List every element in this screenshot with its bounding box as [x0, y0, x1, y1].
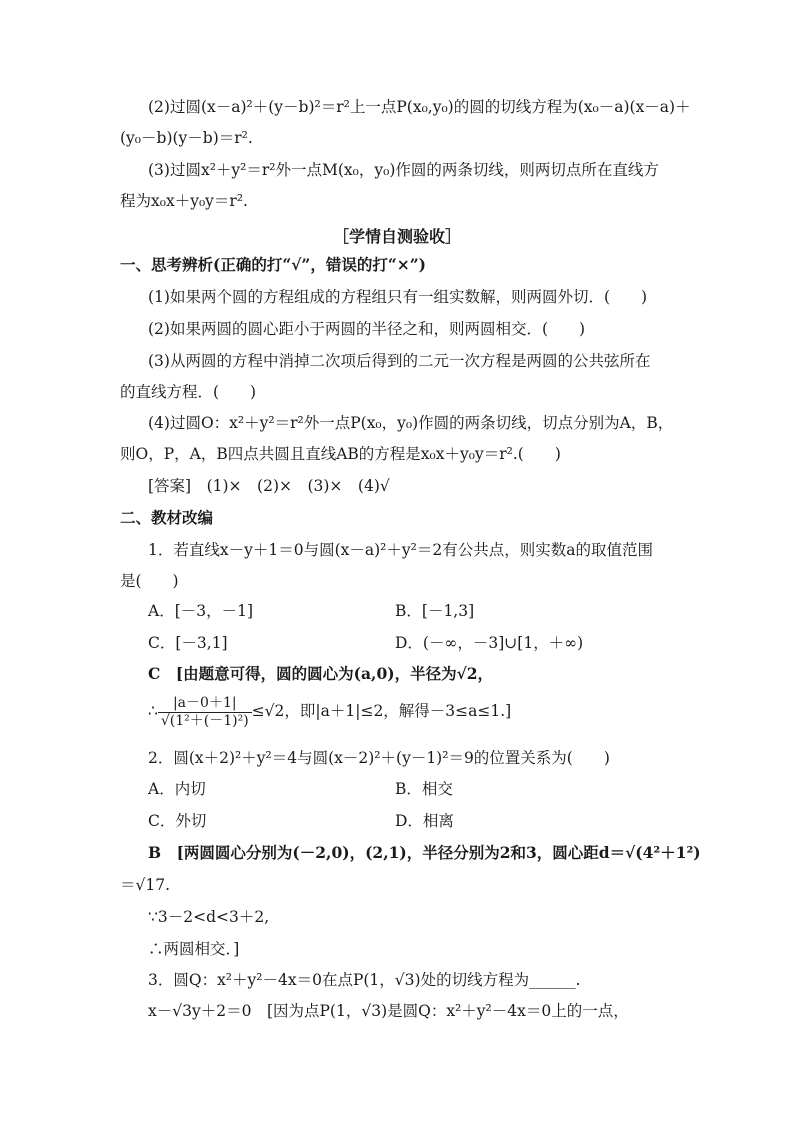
problem2-stem: 2．圆(x＋2)²＋y²＝4与圆(x－2)²＋(y－1)²＝9的位置关系为( )	[148, 749, 610, 767]
problem1-stem-line1: 1．若直线x－y＋1＝0与圆(x－a)²＋y²＝2有公共点，则实数a的取值范围	[148, 541, 653, 559]
solution-fraction: $\frac{|a-0+1|}{\text{√(1²＋(－1)²)}}$	[158, 695, 252, 730]
problem2-option-b: B．相交	[395, 780, 453, 798]
para2-line2: (y₀－b)(y－b)＝r².	[120, 129, 253, 147]
problem2-option-a: A．内切	[148, 780, 206, 798]
question-2: (2)如果两圆的圆心距小于两圆的半径之和，则两圆相交．( )	[148, 320, 586, 338]
question-3-line1: (3)从两圆的方程中消掉二次项后得到的二元一次方程是两圆的公共弦所在	[148, 352, 651, 370]
problem1-option-d: D．(－∞，－3]∪[1，＋∞)	[395, 634, 584, 652]
para3-line2: 程为x₀x＋y₀y＝r².	[120, 192, 248, 210]
problem1-option-c: C．[－3,1]	[148, 634, 228, 652]
problem2-solution-line3: ∵3－2<d<3＋2,	[148, 908, 270, 926]
question-1: (1)如果两个圆的方程组成的方程组只有一组实数解，则两圆外切．( )	[148, 288, 648, 306]
problem3-stem: 3．圆Q：x²＋y²－4x＝0在点P(1，√3)处的切线方程为______.	[148, 971, 581, 989]
problem2-option-c: C．外切	[148, 812, 207, 830]
problem1-solution-line2: ∴ $\frac{|a-0+1|}{\text{√(1²＋(－1)²)}}$ ≤√2，即|a＋1|≤2，解得－3≤a≤1.]	[148, 694, 512, 729]
para2-line1: (2)过圆(x－a)²＋(y－b)²＝r²上一点P(x₀,y₀)的圆的切线方程为(x₀－a)(x－a)＋	[148, 98, 691, 116]
part1-heading: 一、思考辨析(正确的打“√”，错误的打“×”)	[120, 255, 427, 274]
problem2-solution-line2: ＝√17.	[120, 876, 171, 894]
question-4-line2: 则O，P，A，B四点共圆且直线AB的方程是x₀x＋y₀y＝r².( )	[120, 445, 561, 463]
question-4-line1: (4)过圆O：x²＋y²＝r²外一点P(x₀，y₀)作圆的两条切线，切点分别为A，B，	[148, 414, 674, 432]
problem2-option-d: D．相离	[395, 812, 454, 830]
problem2-solution-line4: ∴两圆相交．]	[148, 940, 240, 958]
section-title: ［学情自测验收］	[332, 227, 461, 246]
para3-line1: (3)过圆x²＋y²＝r²外一点M(x₀，y₀)作圆的两条切线，则两切点所在直线方	[148, 161, 659, 179]
problem1-solution-line1: C [由题意可得，圆的圆心为(a,0)，半径为√2，	[148, 664, 494, 683]
problem1-option-a: A．[－3，－1]	[148, 602, 254, 620]
problem2-solution-line1: B [两圆圆心分别为(－2,0)，(2,1)，半径分别为2和3，圆心距d＝√(4²＋1²)	[148, 843, 701, 862]
answer-line: [答案] (1)× (2)× (3)× (4)√	[148, 477, 390, 495]
problem1-stem-line2: 是( )	[120, 572, 179, 590]
part2-heading: 二、教材改编	[120, 508, 214, 527]
problem3-solution-line1: x－√3y＋2＝0 [因为点P(1，√3)是圆Q：x²＋y²－4x＝0上的一点，	[148, 1002, 629, 1020]
problem1-option-b: B．[－1,3]	[395, 602, 475, 620]
question-3-line2: 的直线方程．( )	[120, 383, 257, 401]
